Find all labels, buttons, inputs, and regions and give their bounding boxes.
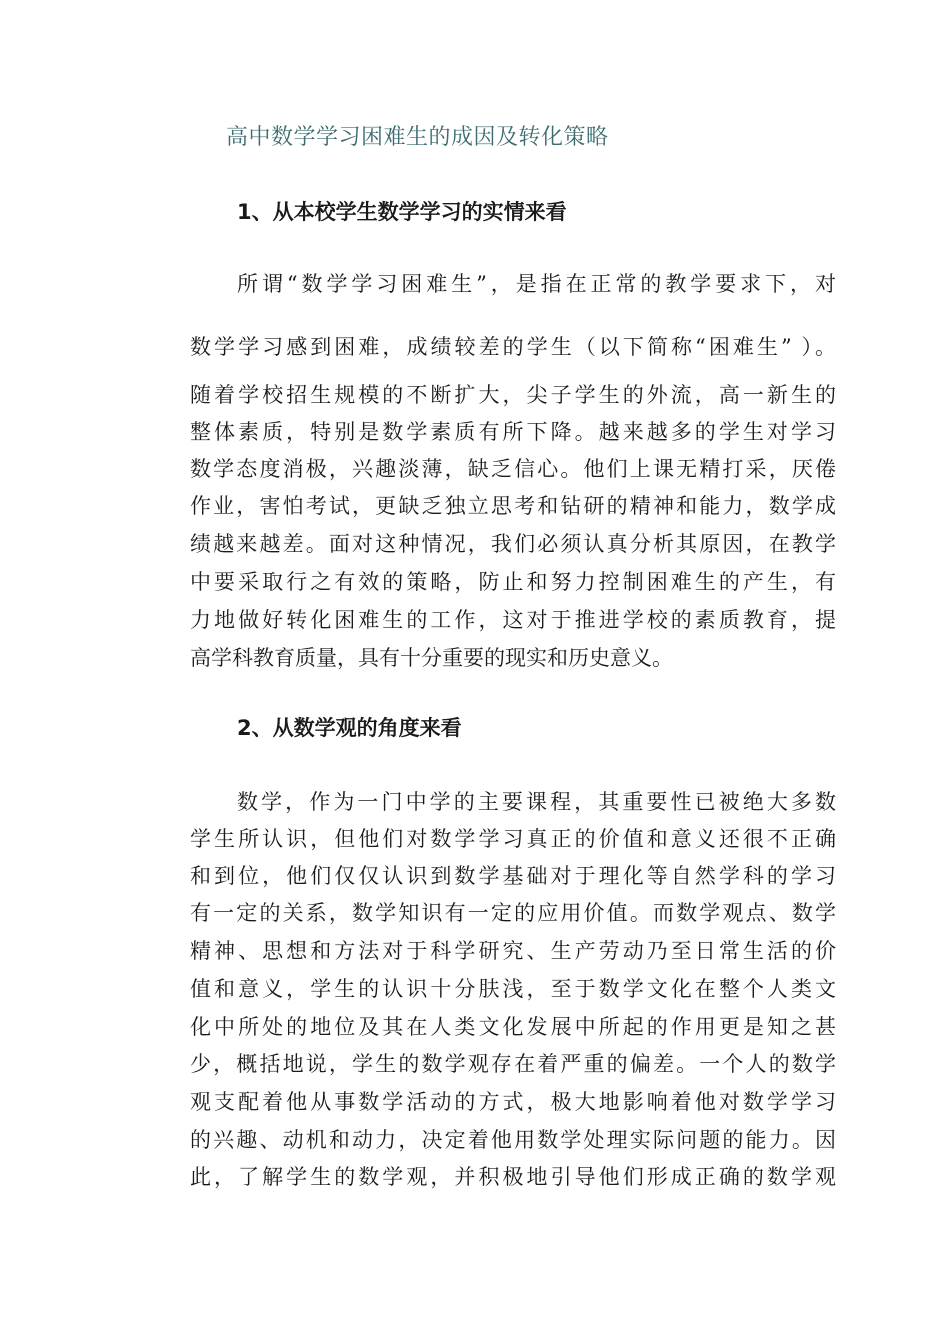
paragraph-line: 数学，作为一门中学的主要课程，其重要性已被绝大多数 — [237, 790, 836, 814]
paragraph-line: 此，了解学生的数学观，并积极地引导他们形成正确的数学观 — [190, 1165, 836, 1189]
section-heading-1: 1、从本校学生数学学习的实情来看 — [237, 200, 567, 224]
paragraph-line: 有一定的关系，数学知识有一定的应用价值。而数学观点、数学 — [190, 901, 836, 925]
paragraph-line: 随着学校招生规模的不断扩大，尖子学生的外流，高一新生的 — [190, 383, 836, 407]
paragraph-line: 中要采取行之有效的策略，防止和努力控制困难生的产生，有 — [190, 570, 836, 594]
paragraph-line: 少，概括地说，学生的数学观存在着严重的偏差。一个人的数学 — [190, 1052, 836, 1076]
paragraph-line: 精神、思想和方法对于科学研究、生产劳动乃至日常生活的价 — [190, 939, 836, 963]
paragraph-line: 数学态度消极，兴趣淡薄，缺乏信心。他们上课无精打采，厌倦 — [190, 457, 836, 481]
paragraph-line: 高学科教育质量，具有十分重要的现实和历史意义。 — [190, 646, 673, 670]
paragraph-line: 的兴趣、动机和动力，决定着他用数学处理实际问题的能力。因 — [190, 1128, 836, 1152]
paragraph-line: 作业，害怕考试，更缺乏独立思考和钻研的精神和能力，数学成 — [190, 494, 836, 518]
document-title: 高中数学学习困难生的成因及转化策略 — [226, 125, 609, 150]
paragraph-line: 所谓“数学学习困难生”，是指在正常的教学要求下，对 — [237, 272, 836, 296]
paragraph-line: 化中所处的地位及其在人类文化发展中所起的作用更是知之甚 — [190, 1015, 836, 1039]
paragraph-line: 整体素质，特别是数学素质有所下降。越来越多的学生对学习 — [190, 420, 836, 444]
section-heading-2: 2、从数学观的角度来看 — [237, 716, 462, 740]
paragraph-line: 学生所认识，但他们对数学学习真正的价值和意义还很不正确 — [190, 827, 836, 851]
paragraph-line: 数学学习感到困难，成绩较差的学生（以下简称“困难生” ）。 — [190, 335, 836, 359]
paragraph-line: 和到位，他们仅仅认识到数学基础对于理化等自然学科的学习 — [190, 864, 836, 888]
paragraph-line: 力地做好转化困难生的工作，这对于推进学校的素质教育，提 — [190, 608, 836, 632]
paragraph-line: 值和意义，学生的认识十分肤浅，至于数学文化在整个人类文 — [190, 977, 836, 1001]
paragraph-line: 观支配着他从事数学活动的方式，极大地影响着他对数学学习 — [190, 1090, 836, 1114]
paragraph-line: 绩越来越差。面对这种情况，我们必须认真分析其原因，在教学 — [190, 532, 836, 556]
